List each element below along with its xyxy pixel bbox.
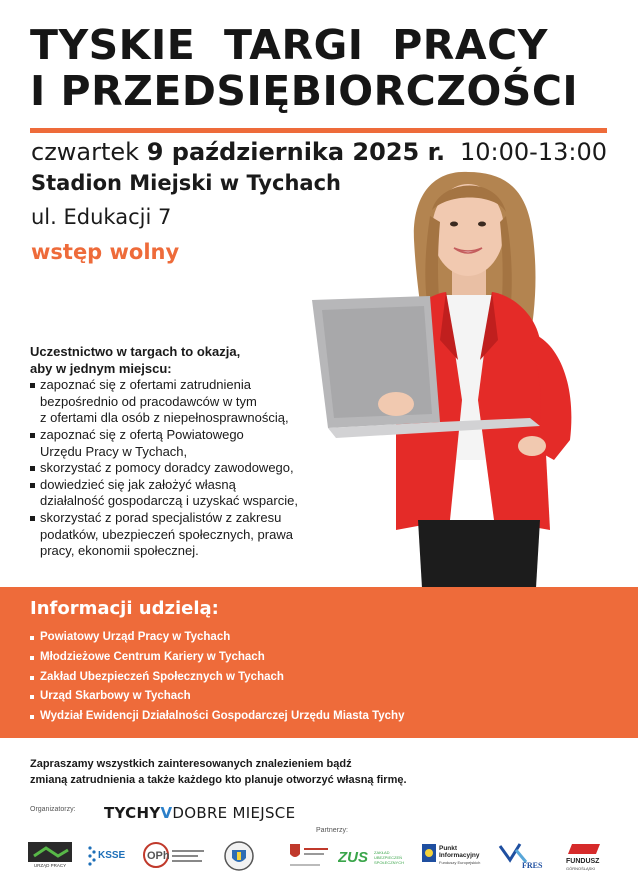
poster-title	[30, 22, 610, 114]
invitation-line-2: zmianą zatrudnienia a także każdego kto planuje otworzyć własną firmę.	[30, 773, 407, 786]
organizers-label: Organizatorzy:	[30, 806, 76, 813]
ksse-logo	[86, 842, 136, 872]
svg-text:UBEZPIECZEŃ: UBEZPIECZEŃ	[374, 855, 403, 860]
zus-logo	[338, 846, 408, 868]
info-list	[30, 628, 404, 727]
list-item: skorzystać z porad specjalistów z zakresu podatków, ubezpieczeń społecznych, prawa pracy, ekonomii społecznej.	[30, 510, 360, 560]
svg-text:ZUS: ZUS	[338, 849, 368, 866]
info-item: Wydział Ewidencji Działalności Gospodarczej Urzędu Miasta Tychy	[30, 707, 404, 727]
title-divider	[30, 128, 607, 133]
entry-free: wstęp wolny	[31, 240, 180, 264]
event-day: czwartek	[31, 138, 140, 166]
oph-logo	[142, 840, 206, 870]
list-item: zapoznać się z ofertami zatrudnienia bezpośrednio od pracodawców w tym z ofertami dla osób z niepełnosprawnością,	[30, 377, 360, 427]
info-item: Zakład Ubezpieczeń Społecznych w Tychach	[30, 668, 404, 688]
event-street: ul. Edukacji 7	[31, 205, 172, 229]
intro-lead-line-2: aby w jednym miejscu:	[30, 360, 172, 376]
title-line-2: I PRZEDSIĘBIORCZOŚCI	[30, 67, 579, 115]
info-item: Młodzieżowe Centrum Kariery w Tychach	[30, 648, 404, 668]
intro-lead-line-1: Uczestnictwo w targach to okazja,	[30, 344, 241, 359]
svg-text:URZĄD PRACY: URZĄD PRACY	[33, 863, 67, 868]
fundusz-gornoslaski-logo	[562, 840, 610, 874]
svg-text:Punkt: Punkt	[439, 845, 458, 852]
svg-text:SPOŁECZNYCH: SPOŁECZNYCH	[374, 860, 405, 865]
svg-text:OPh: OPh	[147, 850, 170, 862]
intro-section	[30, 344, 360, 560]
partners-label: Partnerzy:	[316, 827, 348, 834]
event-date: 9 października 2025 r.	[146, 138, 446, 166]
svg-text:Funduszy Europejskich: Funduszy Europejskich	[439, 860, 481, 865]
partner-crest-logo	[286, 840, 330, 872]
fres-logo	[496, 840, 546, 872]
svg-text:GÓRNOŚLĄSKI: GÓRNOŚLĄSKI	[566, 866, 596, 871]
svg-text:ZAKŁAD: ZAKŁAD	[374, 850, 390, 855]
info-band	[0, 587, 638, 738]
svg-text:FUNDUSZ: FUNDUSZ	[566, 858, 600, 865]
list-item: skorzystać z pomocy doradcy zawodowego,	[30, 460, 360, 477]
info-heading: Informacji udzielą:	[30, 598, 219, 619]
svg-text:Informacyjny: Informacyjny	[439, 852, 480, 859]
svg-text:KSSE: KSSE	[98, 850, 126, 861]
pup-logo	[28, 842, 72, 868]
city-crest-logo	[222, 840, 256, 872]
event-time: 10:00-13:00	[460, 138, 607, 166]
info-item: Powiatowy Urząd Pracy w Tychach	[30, 628, 404, 648]
tychy-dobre-miejsce-logo: TYCHYVDOBRE MIEJSCE	[104, 804, 296, 822]
punkt-informacyjny-logo	[422, 840, 492, 870]
list-item: dowiedzieć się jak założyć własną działalność gospodarczą i uzyskać wsparcie,	[30, 477, 360, 510]
event-venue: Stadion Miejski w Tychach	[31, 171, 341, 195]
svg-text:FRES: FRES	[522, 861, 543, 870]
invitation-line-1: Zapraszamy wszystkich zainteresowanych znalezieniem bądź	[30, 758, 352, 770]
list-item: zapoznać się z ofertą Powiatowego Urzędu Pracy w Tychach,	[30, 427, 360, 460]
invitation-text	[30, 757, 590, 788]
info-item: Urząd Skarbowy w Tychach	[30, 687, 404, 707]
benefits-list	[30, 377, 360, 560]
intro-lead	[30, 344, 360, 377]
title-line-1: TYSKIE TARGI PRACY	[30, 21, 548, 69]
